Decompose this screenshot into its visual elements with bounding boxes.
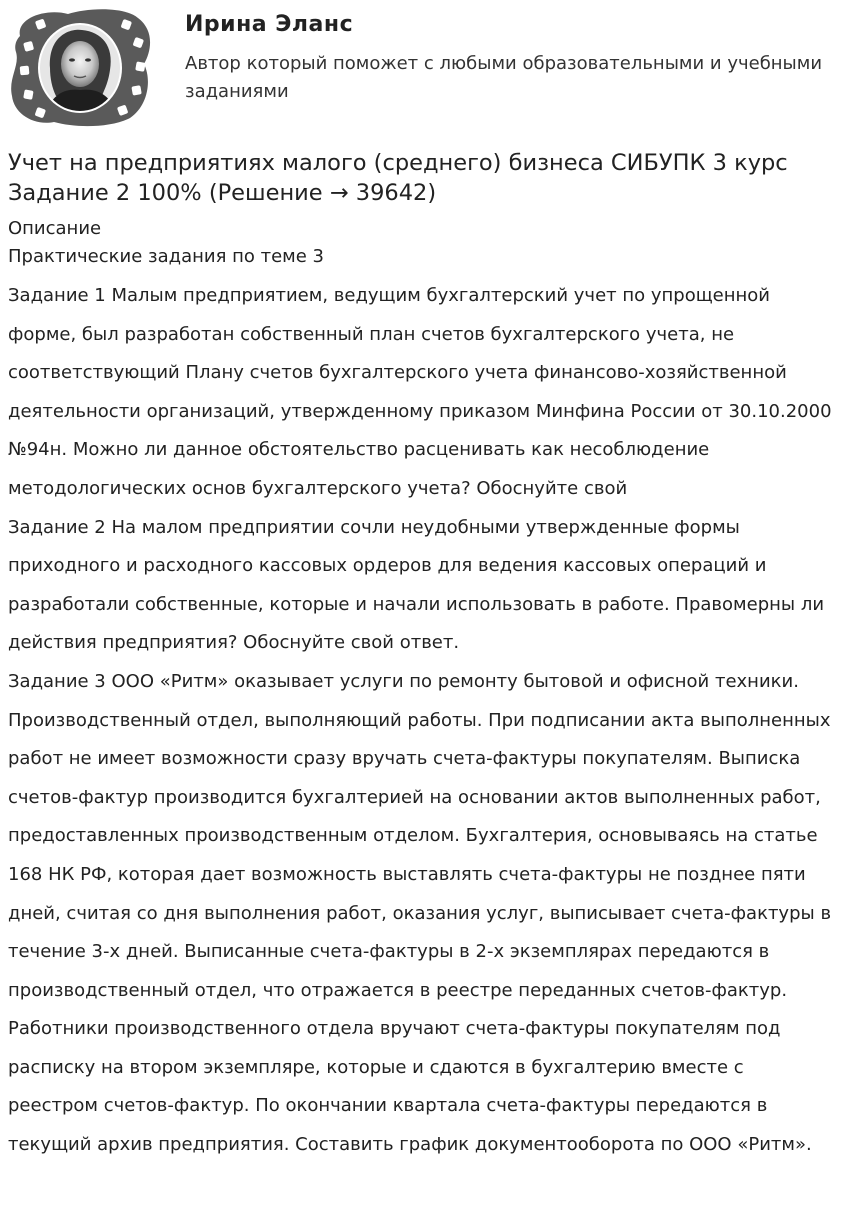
author-name[interactable]: Ирина Эланс	[185, 12, 354, 37]
description-subtitle: Практические задания по теме 3	[8, 246, 325, 267]
task-3-paragraph: Задание 3 ООО «Ритм» оказывает услуги по ремонту бытовой и офисной техники. Производственный отдел, выполняющий работы. При подписании акта выполненных работ не имеет возможности сразу вручать счета-фактуры покупателям. Выписка счетов-фактур производится бухгалтерией на основании актов выполненных работ, предоставленных производственным отделом. Бухгалтерия, основываясь на статье 168 НК РФ, которая дает возможность выставлять счета-фактуры не позднее пяти дней, считая со дня выполнения работ, оказания услуг, выписывает счета-фактуры в течение 3-х дней. Выписанные счета-фактуры в 2-х экземплярах передаются в производственный отдел, что отражается в реестре переданных счетов-фактур. Работники производственного отдела вручают счета-фактуры покупателям под расписку на втором экземпляре, которые и сдаются в бухгалтерию вместе с реестром счетов-фактур. По окончании квартала счета-фактуры передаются в текущий архив предприятия. Составить график документооборота по ООО «Ритм».	[8, 670, 832, 1156]
description-body	[8, 277, 836, 1165]
task-2-paragraph: Задание 2 На малом предприятии сочли неудобными утвержденные формы приходного и расходного кассовых ордеров для ведения кассовых операций и разработали собственные, которые и начали использовать в работе. Правомерны ли действия предприятия? Обоснуйте свой ответ.	[8, 516, 825, 654]
author-header	[0, 0, 847, 135]
page-title: Учет на предприятиях малого (среднего) бизнеса СИБУПК 3 курс Задание 2 100% (Решение → 39642)	[8, 150, 788, 206]
author-avatar[interactable]	[6, 6, 154, 128]
description-heading: Описание	[8, 218, 102, 239]
author-bio: Автор который поможет с любыми образовательными и учебными заданиями	[185, 53, 823, 102]
task-1-paragraph: Задание 1 Малым предприятием, ведущим бухгалтерский учет по упрощенной форме, был разработан собственный план счетов бухгалтерского учета, не соответствующий Плану счетов бухгалтерского учета финансово-хозяйственной деятельности организаций, утвержденному приказом Минфина России от 30.10.2000 №94н. Можно ли данное обстоятельство расценивать как несоблюдение методологических основ бухгалтерского учета? Обоснуйте свой	[8, 285, 832, 499]
